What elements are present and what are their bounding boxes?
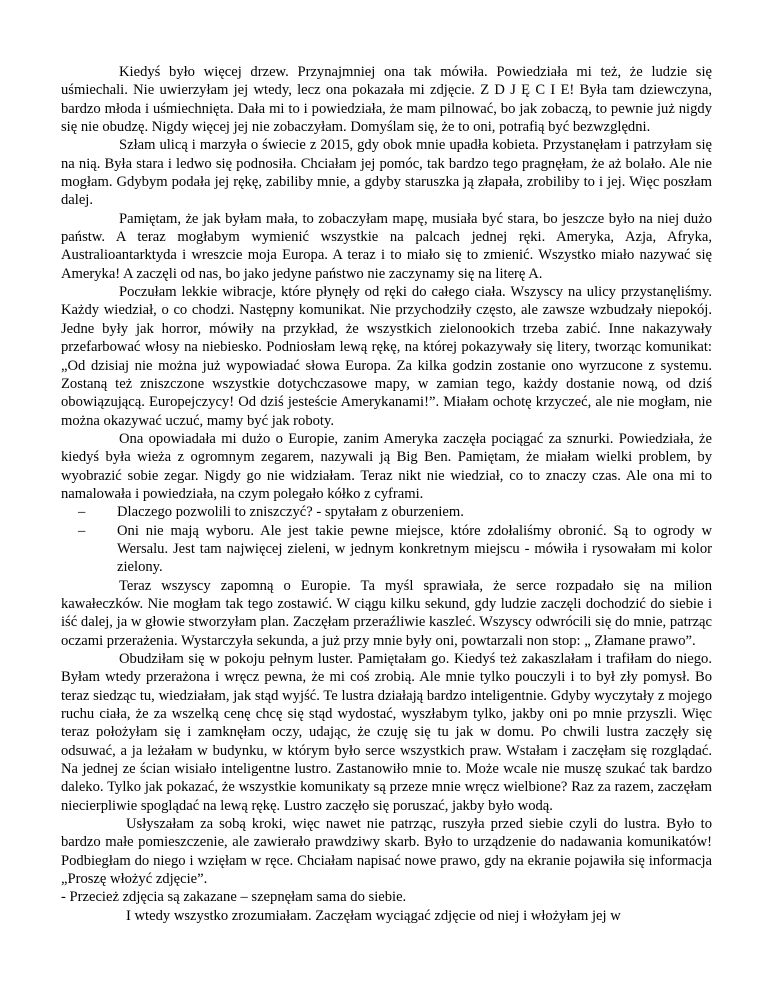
paragraph: Usłyszałam za sobą kroki, więc nawet nie patrząc, ruszyła przed siebie czyli do lustra. Było to bardzo małe pomieszczenie, ale zawierało prawdziwy skarb. Było to urządzenie do nadawania komunikatów! Podbiegłam do niego i wzięłam w ręce. Chciałam napisać nowe prawo, gdy na ekranie pojawiła się informacja „Proszę włożyć zdjęcie”. [61,816,712,888]
paragraph: Szłam ulicą i marzyła o świecie z 2015, gdy obok mnie upadła kobieta. Przystanęłam i patrzyłam się na nią. Była stara i ledwo się podnosiła. Chciałam jej pomóc, tak bardzo tego pragnęłam, że aż bolało. Ale nie mogłam. Gdybym podała jej rękę, zabiliby mnie, a gdyby staruszka ją złapała, zrobiliby to i jej. Więc poszłam dalej. [61,137,712,209]
dialog-line [61,503,712,521]
paragraph: Ona opowiadała mi dużo o Europie, zanim Ameryka zaczęła pociągać za sznurki. Powiedziała, że kiedyś była wieża z ogromnym zegarem, nazywali ją Big Ben. Pamiętam, że miałam wielki problem, by wyobrazić sobie zegar. Nigdy go nie widziałam. Teraz nikt nie wiedział, co to znaczy czas. Ale ona mi to namalowała i powiedziała, na czym polegało kółko z cyframi. [61,430,712,502]
dialog-text: Oni nie mają wyboru. Ale jest takie pewne miejsce, które zdołaliśmy obronić. Są to ogrody w Wersalu. Jest tam najwięcej zieleni, w jednym konkretnym miejscu - mówiła i rysowałam mi kolor zielony. [117,522,712,576]
story-text [61,63,712,925]
paragraph: Kiedyś było więcej drzew. Przynajmniej ona tak mówiła. Powiedziała mi też, że ludzie się uśmiechali. Nie uwierzyłam jej wtedy, lecz ona pokazała mi zdjęcie. Z D J Ę C I E! Była tam dziewczyna, bardzo młoda i uśmiechnięta. Dała mi to i powiedziała, że mam pilnować, bo jak zobaczą, to pewnie już nigdy się nie obudzę. Nigdy więcej jej nie zobaczyłam. Domyślam się, że to oni, potrafią być bezwzględni. [61,64,712,136]
dialog-dash: – [78,522,86,539]
paragraph: Teraz wszyscy zapomną o Europie. Ta myśl sprawiała, że serce rozpadało się na milion kawałeczków. Nie mogłam tak tego zostawić. W ciągu kilku sekund, gdy ludzie zaczęli dochodzić do siebie i iść dalej, ja w głowie stworzyłam plan. Zaczęłam przeraźliwie kaszleć. Wszyscy odwrócili się do mnie, patrząc oczami przerażenia. Wystarczyła sekunda, a już przy mnie były oni, powtarzali non stop: „ Złamane prawo”. [61,577,712,649]
paragraph: Pamiętam, że jak byłam mała, to zobaczyłam mapę, musiała być stara, bo jeszcze było na niej dużo państw. A teraz mogłabym wymienić wszystkie na palcach jednej ręki. Ameryka, Azja, Afryka, Australioantarktyda i wreszcie moja Europa. A teraz i to miało się to zmienić. Wszystko miało nazywać się Ameryka! A zaczęli od nas, bo jako jedyne państwo nie zaczynamy się na literę A. [61,210,712,282]
paragraph: Obudziłam się w pokoju pełnym luster. Pamiętałam go. Kiedyś też zakaszlałam i trafiłam do niego. Byłam wtedy przerażona i wręcz pewna, że mi coś zrobią. Ale mnie tylko pouczyli i to był zły pomysł. Bo teraz siedząc tu, wiedziałam, jak stąd wyjść. Te lustra działają bardzo inteligentnie. Gdyby wyczytały z mojego ruchu ciała, że za wszelką cenę chcę się stąd wydostać, wyszłabym tylko, jakby oni po mnie przyszli. Więc teraz położyłam się i zamknęłam oczy, udając, że czuję się tu jak w domu. Po chwili lustra zaczęły się odsuwać, a ja leżałam w budynku, w którym było serce wszystkich praw. Wstałam i zaczęłam się rozglądać. Na jednej ze ścian wisiało inteligentne lustro. Zastanowiło mnie to. Może wcale nie muszę szukać tak bardzo daleko. Tylko jak pokazać, że wszystkie komunikaty są przeze mnie wręcz wielbione? Raz za razem, zaczęłam niecierpliwie spoglądać na lewą rękę. Lustro zaczęło się poruszać, jakby było wodą. [61,651,712,814]
dialog-dash: – [78,504,86,521]
paragraph: Poczułam lekkie wibracje, które płynęły od ręki do całego ciała. Wszyscy na ulicy przystanęliśmy. Każdy wiedział, o co chodzi. Następny komunikat. Nie przychodziły często, ale zawsze wzbudzały niepokój. Jedne były jak horror, mówiły na przykład, że wszystkich zielonookich trzeba zabić. Inne nakazywały przefarbować włosy na niebiesko. Podniosłam lewą rękę, na której pokazywały się litery, tworząc komunikat: „Od dzisiaj nie można już wypowiadać słowa Europa. Za kilka godzin zostanie ono wyrzucone z systemu. Zostaną też zniszczone wszystkie dotychczasowe mapy, w zamian tego, każdy dostanie nową, od dziś obowiązującą. Europejczycy! Od dziś jesteście Amerykanami!”. Miałam ochotę krzyczeć, ale nie mogłam, nie można okazywać uczuć, mamy być jak roboty. [61,284,712,429]
dialog-text: Dlaczego pozwolili to zniszczyć? - spytałam z oburzeniem. [117,504,464,521]
dialog-paragraph: - Przecież zdjęcia są zakazane – szepnęłam sama do siebie. [61,889,407,906]
dialog-line [61,522,712,577]
paragraph: I wtedy wszystko zrozumiałam. Zaczęłam wyciągać zdjęcie od niej i włożyłam jej w [126,907,621,924]
